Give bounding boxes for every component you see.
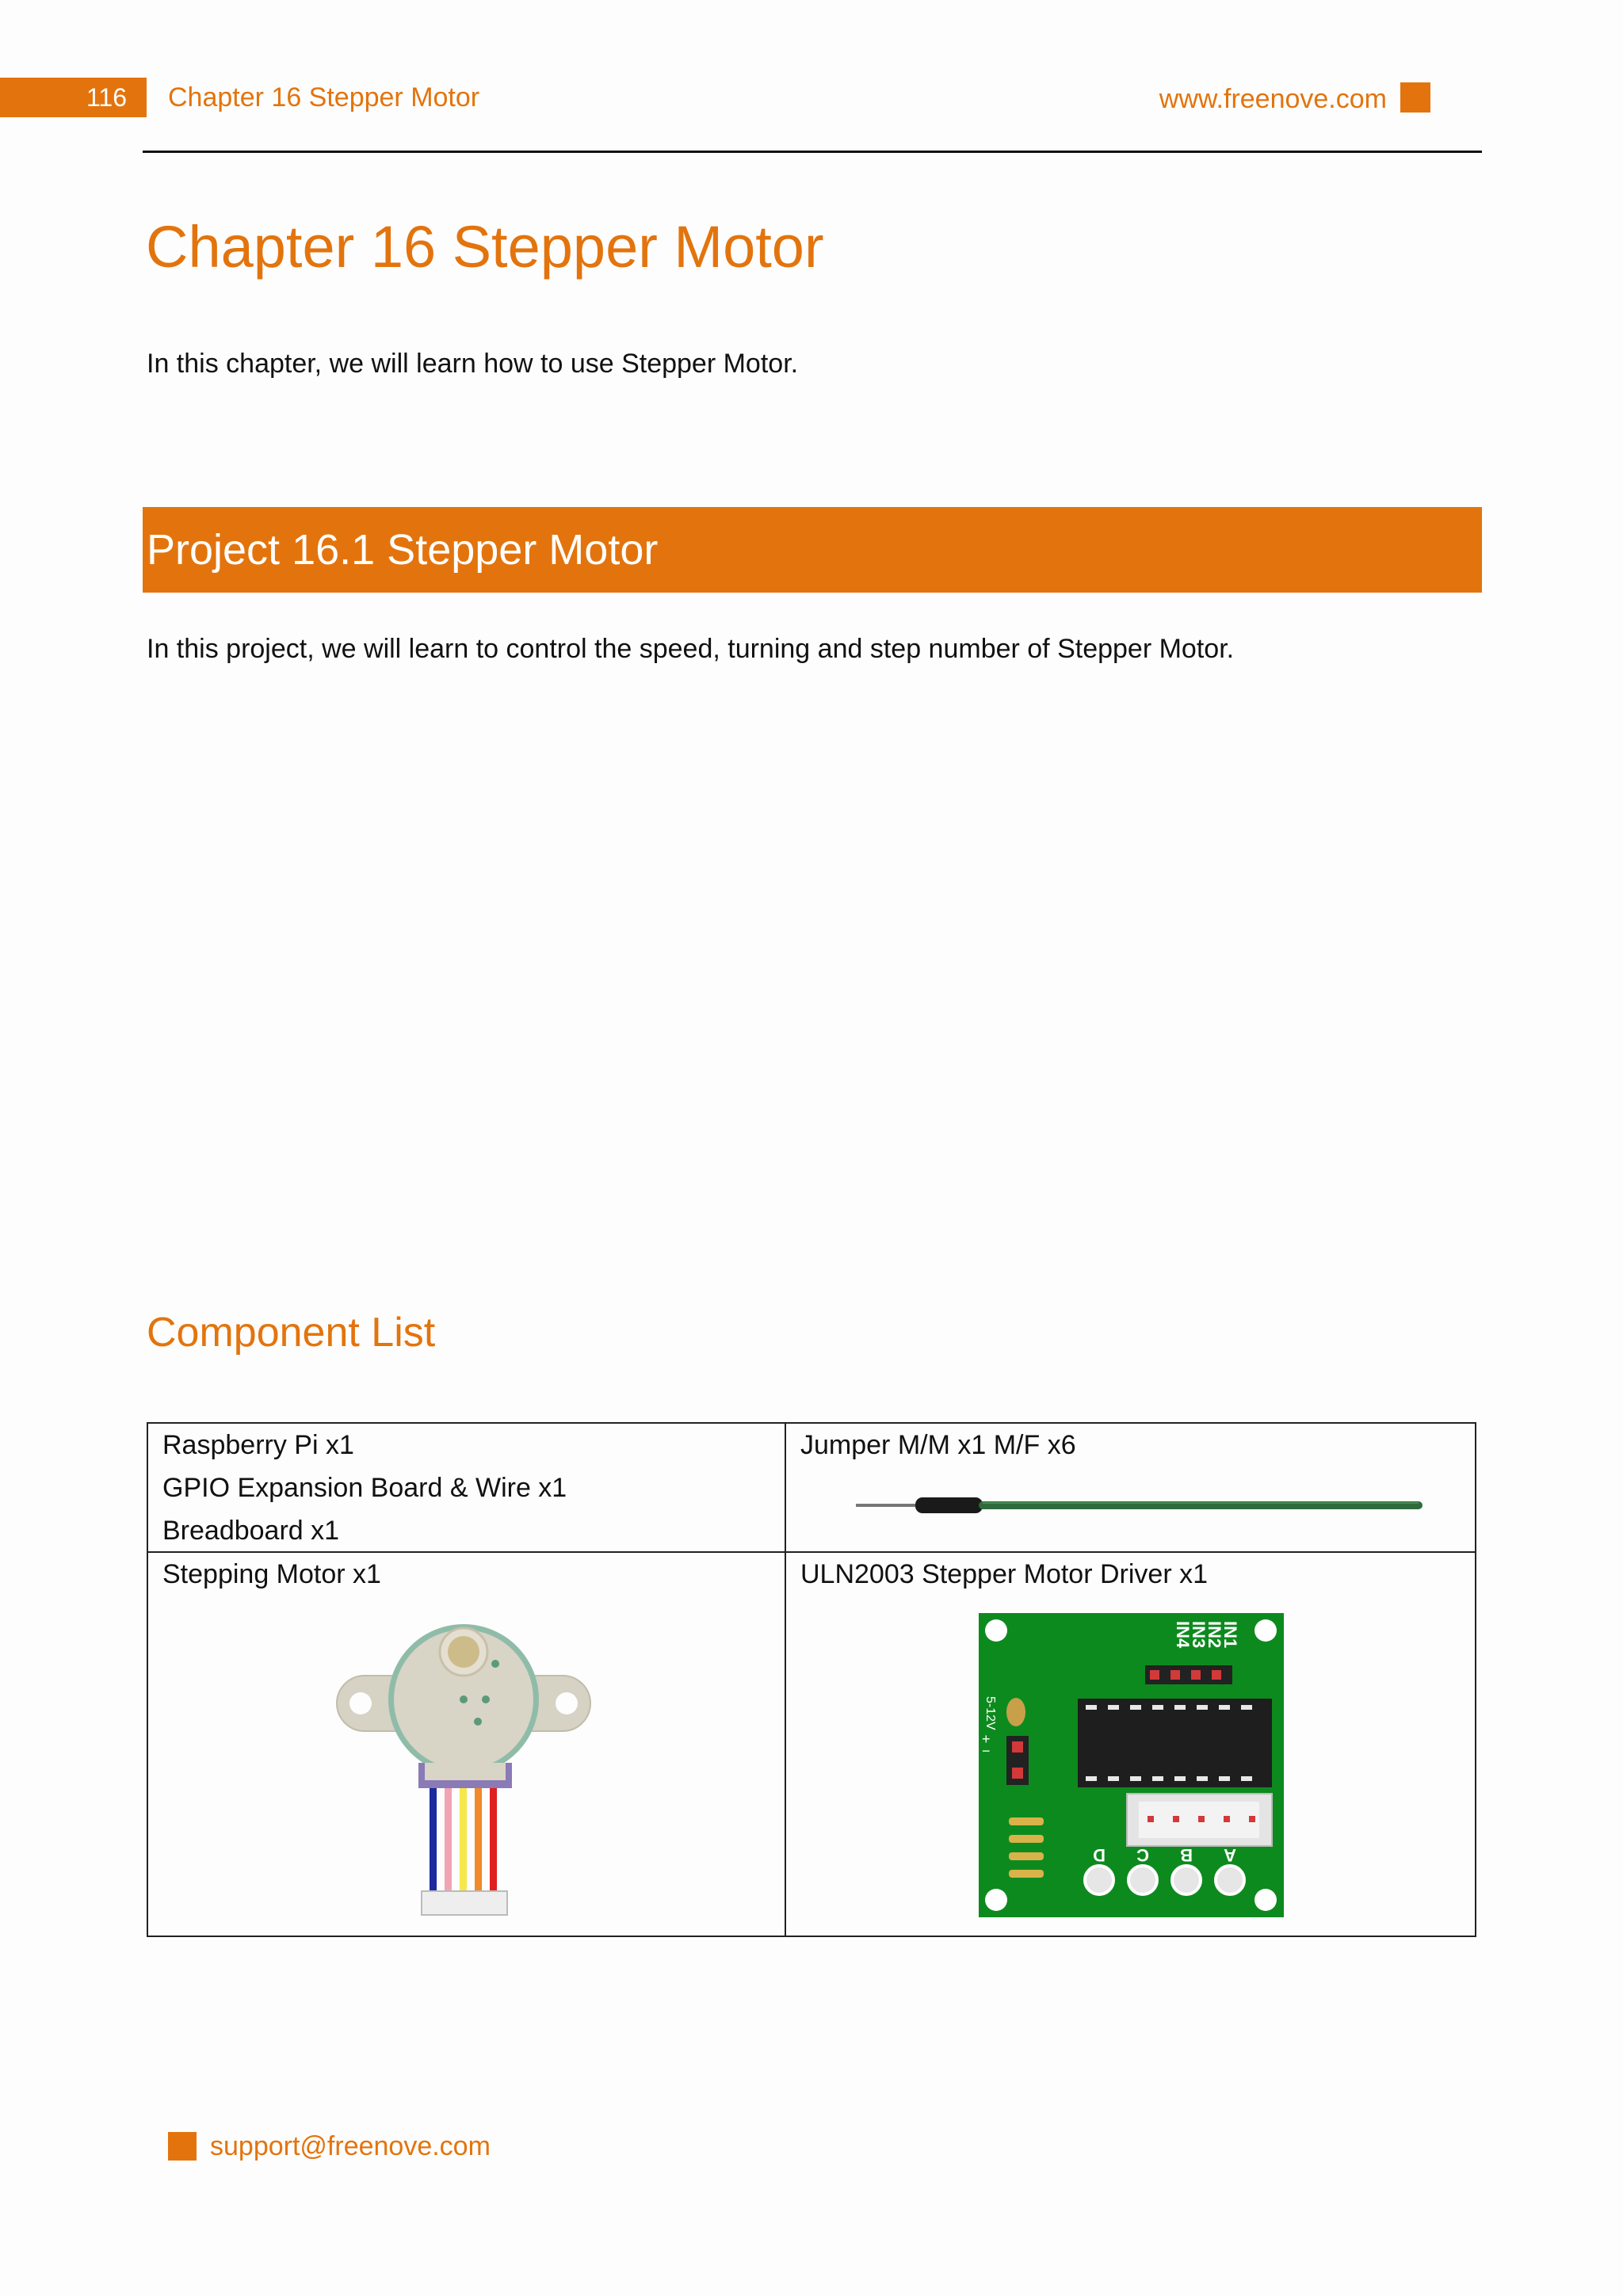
chapter-intro: In this chapter, we will learn how to use Stepper Motor. (147, 349, 799, 379)
footer-square-icon (168, 2132, 197, 2161)
component-jumper: Jumper M/M x1 M/F x6 (800, 1430, 1076, 1460)
component-stepping-motor: Stepping Motor x1 (162, 1559, 381, 1589)
project-title: Project 16.1 Stepper Motor (147, 526, 659, 574)
board-label-in4: IN4 (1173, 1621, 1193, 1649)
chapter-title: Chapter 16 Stepper Motor (146, 214, 824, 280)
brand-square-icon (1400, 82, 1430, 113)
component-breadboard: Breadboard x1 (162, 1516, 340, 1546)
component-uln2003-driver: ULN2003 Stepper Motor Driver x1 (800, 1559, 1209, 1589)
component-gpio-board: GPIO Expansion Board & Wire x1 (162, 1473, 567, 1503)
running-title: Chapter 16 Stepper Motor (168, 82, 480, 113)
page-number: 116 (86, 83, 127, 112)
board-label-led-c: C (1136, 1845, 1149, 1865)
table-divider-vertical (785, 1422, 786, 1937)
board-label-led-a: A (1224, 1845, 1236, 1865)
component-raspberry-pi: Raspberry Pi x1 (162, 1430, 354, 1460)
header-rule (143, 151, 1482, 153)
board-label-in2: IN2 (1205, 1621, 1224, 1649)
board-label-plus: + (982, 1731, 991, 1747)
support-email-link[interactable]: support@freenove.com (210, 2131, 491, 2161)
table-cell-components (162, 1424, 567, 1552)
uln2003-board-image (979, 1613, 1284, 1917)
stepper-motor-image (333, 1612, 594, 1921)
board-label-minus: − (982, 1743, 991, 1759)
board-label-in1: IN1 (1220, 1621, 1240, 1649)
site-url-link[interactable]: www.freenove.com (1159, 84, 1387, 114)
jumper-wire-image (852, 1489, 1423, 1521)
board-label-voltage: 5-12V (983, 1696, 997, 1730)
board-label-led-d: D (1093, 1845, 1106, 1865)
board-label-in3: IN3 (1189, 1621, 1209, 1649)
component-list-heading: Component List (147, 1310, 436, 1356)
project-intro: In this project, we will learn to control the speed, turning and step number of Stepper Motor. (147, 634, 1235, 664)
board-label-led-b: B (1180, 1845, 1193, 1865)
